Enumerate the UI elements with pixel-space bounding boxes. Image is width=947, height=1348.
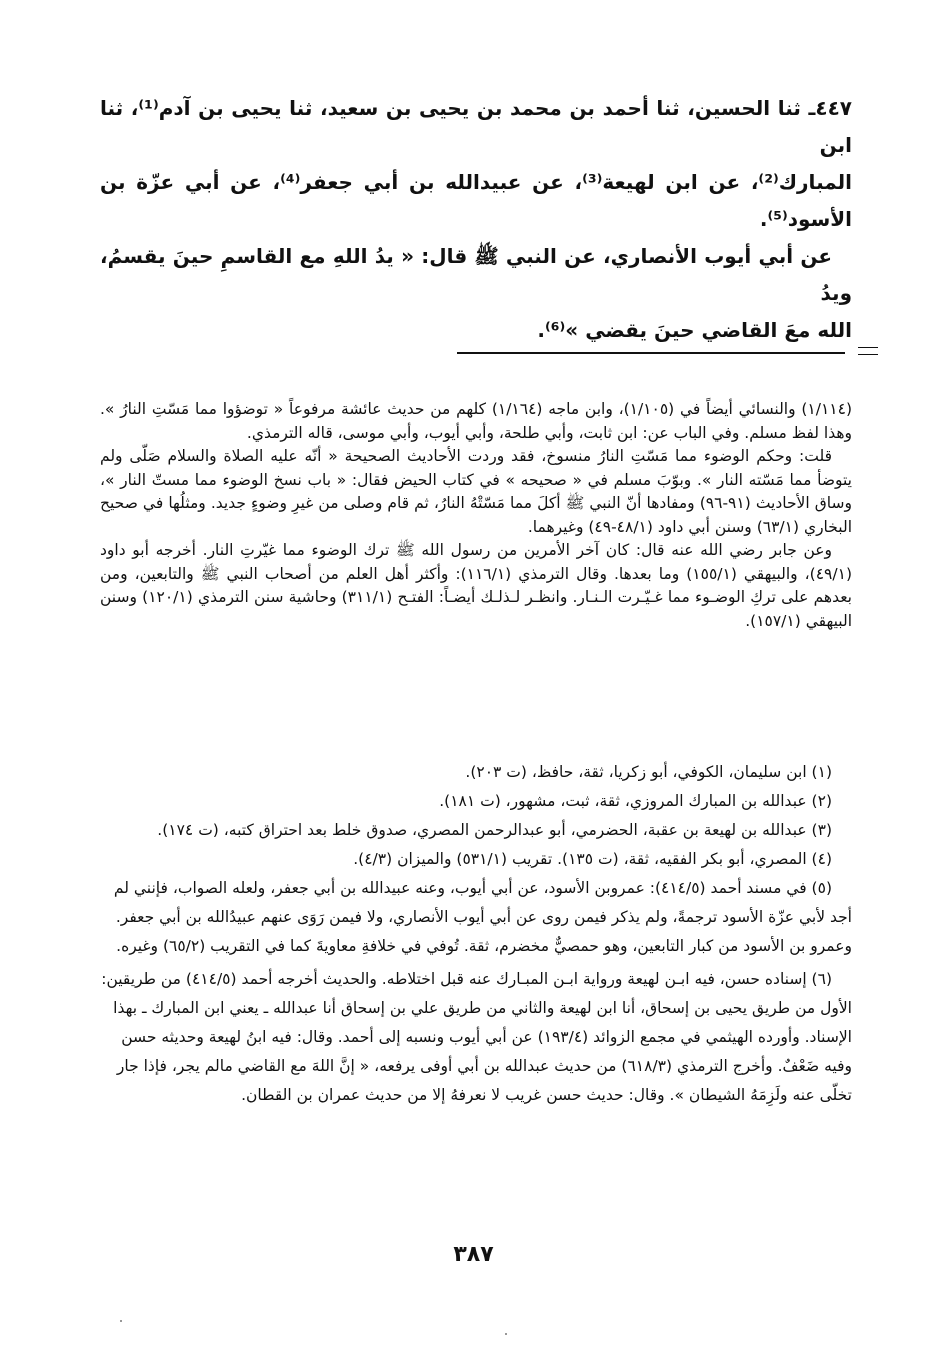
footnote-separator-mark [858,347,878,355]
footnote-6: (٦) إسناده حسن، فيه ابـن لهيعة ورواية ابـن المبـارك عنه قبل اختلاطه. والحديث أخرجه أحمد (٤١٤/٥) من طريقين: الأول من طريق يحيى بن إسحاق، أنا ابن لهيعة والثاني من طريق علي بن إسحاق أنا عبدالله ـ يعني ابن المبارك ـ بهذا الإسناد. وأورده الهيثمي في مجمع الزوائد (١٩٣/٤) عن أبي أيوب ونسبه إلى أحمد. وقال: فيه ابنُ لهيعة وحديثه حسن وفيه ضَعْفٌ. وأخرج الترمذي (٦١٨/٣) من حديث عبدالله بن أبي أوفى يرفعه، « إنَّ اللهَ مع القاضي مالم يجر، فإذا جار تخلّى عنه ولَزِمَهُ الشيطان ». وقال: حديث حسن غريب لا نعرفهُ إلا من حديث عمران بن القطان. [101,970,852,1104]
hadith-text [100,90,852,349]
footnote-2: (٢) عبدالله بن المبارك المروزي، ثقة، ثبت، مشهور، (ت ١٨١). [439,792,832,810]
hadith-line-2: المبارك⁽²⁾، عن ابن لهيعة⁽³⁾، عن عبيدالله بن أبي جعفر⁽⁴⁾، عن أبي عزّة بن الأسود⁽⁵⁾. [100,170,853,231]
scan-speck [505,1333,507,1335]
footnote-5: (٥) في مسند أحمد (٤١٤/٥): عمروبن الأسود، عن أبي أيوب، وعنه عبيدالله بن أبي جعفر، ولعله الصواب، فإنني لم أجد لأبي عزّة الأسود ترجمةً، ولم يذكر فيمن روى عن أبي أيوب الأنصاري، ولا فيمن رَوَى عنهم عبيدُالله بن أبي جعفر. وعمرو بن الأسود من كبار التابعين، وهو حمصيٌّ مخضرم، ثقة. تُوفي في خلافةِ معاويةَ كما في التقريب (٦٥/٢) وغيره. [113,879,852,955]
footnote-4: (٤) المصري، أبو بكر الفقيه، ثقة، (ت ١٣٥). تقريب (٥٣١/١) والميزان (٤/٣). [353,850,832,868]
footnote-paragraph-3: وعن جابر رضي الله عنه قال: كان آخر الأمرين من رسول الله ﷺ ترك الوضوء مما غيّرتِ النار. أخرجه أبو داود (٤٩/١)، والبيهقي (١٥٥/١) وما بعدها. وقال الترمذي (١١٦/١): وأكثر أهل العلم من أصحاب النبي ﷺ والتابعين، ومن بعدهم على تركِ الوضـوء مما غـيّـرت الـنـار. وانظـر لـذلـك أيضـاً: الفتـح (٣١١/١) وحاشية سنن الترمذي (١٢٠/١) وسنن البيهقي (١٥٧/١). [100,541,852,630]
numbered-footnotes [100,758,852,1110]
footnote-separator [457,352,845,354]
scan-speck [120,1320,122,1322]
footnote-1: (١) ابن سليمان، الكوفي، أبو زكريا، ثقة، حافظ، (ت ٢٠٣). [465,763,832,781]
footnote-paragraph-1: (١/١١٤) والنسائي أيضاً في (١/١٠٥)، وابن ماجه (١/١٦٤) كلهم من حديث عائشة مرفوعاً « توضؤوا مما مَسّتِ النارُ ». وهذا لفظ مسلم. وفي الباب عن: ابن ثابت، وأبي طلحة، وأبي أيوب، وأبي موسى، قاله الترمذي. [100,400,852,442]
hadith-line-1: ٤٤٧ـ ثنا الحسين، ثنا أحمد بن محمد بن يحيى بن سعيد، ثنا يحيى بن آدم⁽¹⁾، ثنا ابن [100,96,852,157]
hadith-line-3: عن أبي أيوب الأنصاري، عن النبي ﷺ قال: « يدُ اللهِ مع القاسمِ حينَ يقسمُ، ويدُ [100,244,852,305]
footnote-3: (٣) عبدالله بن لهيعة بن عقبة، الحضرمي، أبو عبدالرحمن المصري، صدوق خلط بعد احتراق كتبه، (ت ١٧٤). [157,821,832,839]
footnote-continuation [100,398,852,633]
footnote-paragraph-2: قلت: وحكم الوضوء مما مَسّتِ النارُ منسوخ، فقد وردت الأحاديث الصحيحة « أنّه عليه الصلاة والسلام صَلّى ولم يتوضأ مما مَسّته النار ». وبوّبَ مسلم في « صحيحه » في كتاب الحيض فقال: « باب نسخ الوضوء مما مستّ النار »، وساق الأحاديث (٩١-٩٦) ومفادها أنّ النبي ﷺ أكلَ مما مَسّتْهُ النارُ، ثم قام وصلى من غيرِ وضوءٍ جديد. ومثلُها في صحيح البخاري (٦٣/١) وسنن أبي داود (٤٨/١-٤٩) وغيرهما. [100,447,852,536]
hadith-line-4: الله معَ القاضي حينَ يقضي »⁽⁶⁾. [537,318,852,342]
page-number: ٣٨٧ [453,1242,494,1267]
